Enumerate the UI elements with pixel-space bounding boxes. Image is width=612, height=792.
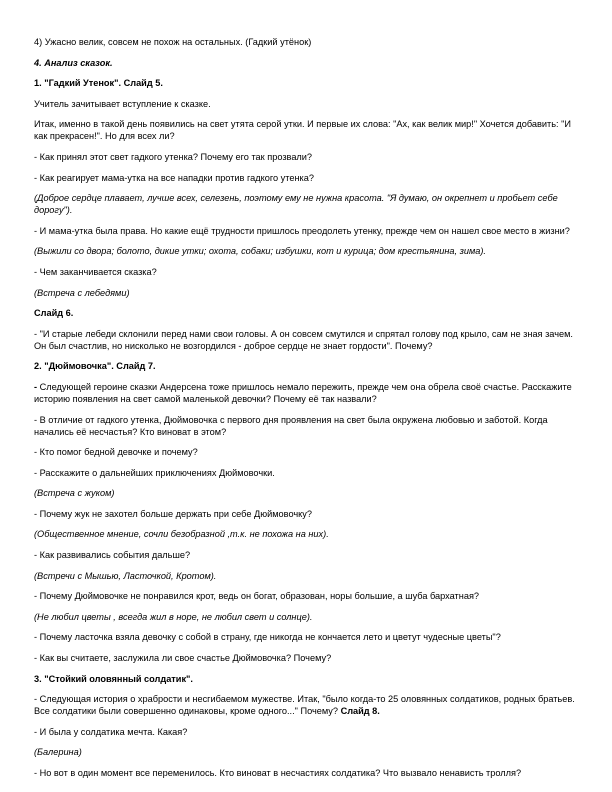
- question: - Как вы считаете, заслужила ли свое счастье Дюймовочка? Почему?: [34, 653, 332, 664]
- question: - Кто помог бедной девочке и почему?: [34, 447, 198, 458]
- question: - Но вот в один момент все переменилось. Кто виноват в несчастиях солдатика? Что вызвало ненависть тролля?: [34, 768, 522, 778]
- question: - И была у солдатика мечта. Какая?: [34, 726, 188, 737]
- question-text: Следующей героине сказки Андерсена тоже пришлось немало пережить, прежде чем она обрела своё счастье. Расскажите историю появления на свет самой маленькой девочки? Почему её так назвали?: [34, 381, 572, 404]
- answer: (Выжили со двора; болото, дикие утки; охота, собаки; избушки, кот и курица; дом крестьянина, зима).: [34, 246, 486, 257]
- paragraph: Итак, именно в такой день появились на свет утята серой утки. И первые их слова: "Ах, как велик мир!" Хочется добавить: "И как прекрасен!". Но для всех ли?: [34, 119, 571, 142]
- answer: (Общественное мнение, сочли безобразной ,т.к. не похожа на них).: [34, 529, 329, 540]
- question: - Почему Дюймовочке не понравился крот, ведь он богат, образован, норы большие, а шуба бархатная?: [34, 591, 480, 602]
- question: - В отличие от гадкого утенка, Дюймовочка с первого дня проявления на свет была окружена любовью и заботой. Когда начались её несчастья? Кто виноват в этом?: [34, 414, 548, 437]
- question: - "И старые лебеди склонили перед нами свои головы. А он совсем смутился и спрятал голову под крыло, сам не зная зачем. Он был счастлив, но нисколько не возгордился - доброе сердце не знает гордости". Почему?: [34, 328, 573, 351]
- paragraph: Учитель зачитывает вступление к сказке.: [34, 98, 211, 109]
- question-text: - Следующая история о храбрости и несгибаемом мужестве. Итак, "было когда-то 25 оловянных солдатиков, родных братьев. Все солдатики были совершенно одинаковы, кроме одного..." Почему?: [34, 694, 575, 717]
- slide-label-inline: Слайд 8.: [338, 706, 380, 717]
- answer: (Встреча с лебедями): [34, 287, 130, 298]
- question: [34, 693, 584, 717]
- slide-label: Слайд 6.: [34, 308, 74, 319]
- question: - Как реагирует мама-утка на все нападки против гадкого утенка?: [34, 172, 314, 183]
- answer: (Доброе сердце плавает, лучше всех, селезень, поэтому ему не нужна красота. "Я думаю, он окрепнет и пробьет себе дорогу").: [34, 193, 558, 216]
- question: - И мама-утка была права. Но какие ещё трудности пришлось преодолеть утенку, прежде чем он нашел свое место в жизни?: [34, 225, 570, 236]
- answer: (Не любил цветы , всегда жил в норе, не любил свет и солнце).: [34, 611, 313, 622]
- answer: (Встречи с Мышью, Ласточкой, Кротом).: [34, 570, 217, 581]
- question: - Как принял этот свет гадкого утенка? Почему его так прозвали?: [34, 151, 313, 162]
- question: - Почему ласточка взяла девочку с собой в страну, где никогда не кончается лето и цветут чудесные цветы"?: [34, 632, 501, 643]
- question: - Чем заканчивается сказка?: [34, 266, 157, 277]
- question: [34, 381, 584, 405]
- answer: (Балерина): [34, 747, 82, 758]
- paragraph: 4) Ужасно велик, совсем не похож на остальных. (Гадкий утёнок): [34, 37, 312, 47]
- question: - Как развивались события дальше?: [34, 550, 191, 561]
- question: - Расскажите о дальнейших приключениях Дюймовочки.: [34, 467, 275, 478]
- subsection-heading: 2. "Дюймовочка". Слайд 7.: [34, 361, 156, 372]
- bold-dash: -: [34, 381, 38, 392]
- subsection-heading: 3. "Стойкий оловянный солдатик".: [34, 673, 193, 684]
- subsection-heading: 1. "Гадкий Утенок". Слайд 5.: [34, 78, 163, 89]
- question: - Почему жук не захотел больше держать при себе Дюймовочку?: [34, 508, 312, 519]
- answer: (Встреча с жуком): [34, 488, 115, 499]
- section-heading: 4. Анализ сказок.: [34, 57, 113, 68]
